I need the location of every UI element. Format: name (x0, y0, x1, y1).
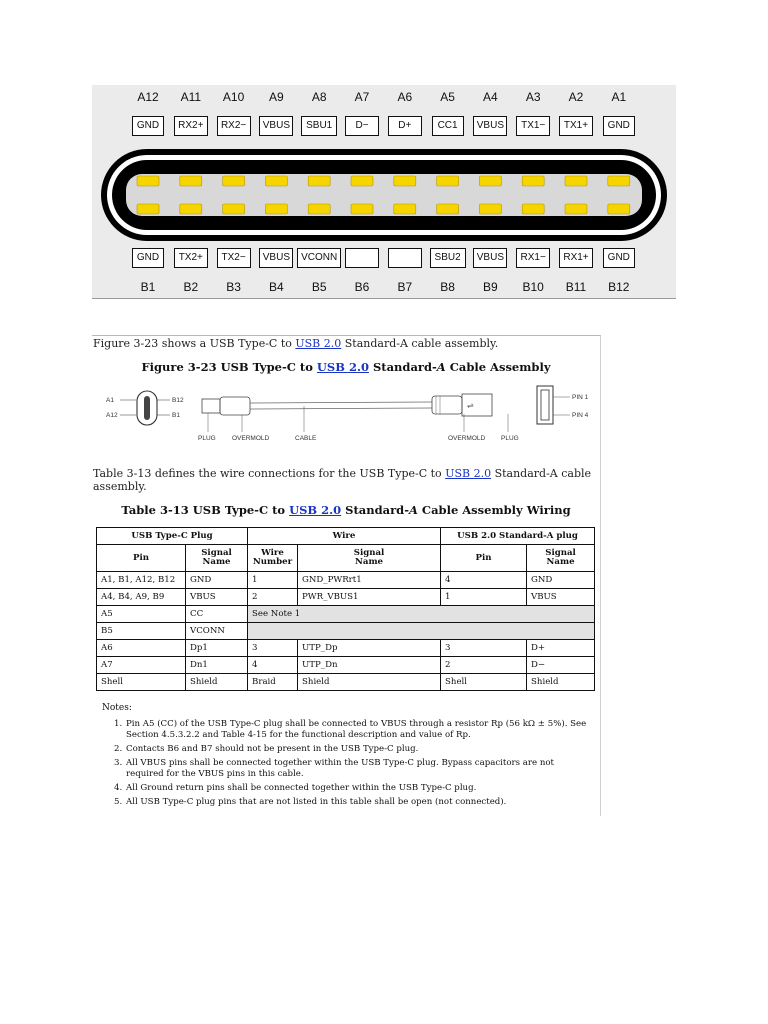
note-text: All Ground return pins shall be connected together within the USB Type-C plug. (126, 783, 477, 793)
table-cell: A6 (97, 640, 186, 657)
spec-document-excerpt (92, 335, 601, 816)
usb20-link[interactable]: USB 2.0 (445, 467, 492, 480)
column-header (248, 545, 298, 572)
signal-box: SBU2 (430, 248, 466, 268)
table-cell: A5 (97, 606, 186, 623)
usb-a-face (537, 386, 553, 424)
table-cell: GND_PWRrt1 (298, 572, 441, 589)
signal-box (345, 248, 379, 268)
group-header: USB 2.0 Standard-A plug (441, 528, 595, 545)
label-overmold-left: OVERMOLD (232, 435, 270, 442)
pin-number: A12 (137, 90, 159, 104)
table-cell: Shell (441, 674, 527, 691)
left-overmold (220, 397, 250, 415)
pin-number: B11 (565, 280, 587, 294)
note-item (102, 719, 592, 741)
figure-title-italic: A (436, 360, 446, 374)
table-cell: 2 (441, 657, 527, 674)
signal-box: TX1+ (559, 116, 593, 136)
intro-text: Figure 3-23 shows a USB Type-C to (93, 337, 296, 350)
group-header: Wire (248, 528, 441, 545)
figure-title-text: Cable Assembly (445, 360, 551, 374)
label-a12: A12 (106, 412, 118, 419)
table-cell: VBUS (186, 589, 248, 606)
right-overmold (432, 396, 462, 414)
pin-contact (351, 204, 373, 214)
pin-number: A9 (269, 90, 284, 104)
notes-title: Notes: (102, 703, 132, 713)
table-title-text: Cable Assembly Wiring (417, 503, 571, 517)
column-header-line1: Pin (475, 552, 492, 563)
signal-box: GND (603, 248, 635, 268)
table-cell: 3 (441, 640, 527, 657)
pin-contact (479, 204, 501, 214)
column-header (441, 545, 527, 572)
note-text: Contacts B6 and B7 should not be present in the USB Type-C plug. (126, 744, 419, 754)
top-signal-boxes (92, 116, 676, 136)
table-row (97, 572, 595, 589)
table-cell: Shield (186, 674, 248, 691)
table-cell: B5 (97, 623, 186, 640)
table-column-header-row (97, 545, 595, 572)
table-cell: UTP_Dp (298, 640, 441, 657)
table-cell: PWR_VBUS1 (298, 589, 441, 606)
note-number: 4. (114, 783, 123, 793)
notes-list (102, 719, 592, 808)
signal-box: D+ (388, 116, 422, 136)
pin-contact (608, 176, 630, 186)
column-header-line2: Name (355, 557, 384, 567)
bottom-signal-boxes (92, 248, 676, 268)
column-header-line1: Signal (353, 548, 385, 558)
signal-box: VBUS (473, 116, 507, 136)
usb20-link[interactable]: USB 2.0 (316, 360, 369, 374)
figure-title (92, 360, 600, 374)
table-intro-line2: assembly. (93, 480, 147, 493)
pin-contact (351, 176, 373, 186)
label-a1: A1 (106, 397, 114, 404)
signal-box: TX2+ (174, 248, 208, 268)
table-cell: CC (186, 606, 248, 623)
column-header (186, 545, 248, 572)
label-cable: CABLE (295, 435, 317, 442)
column-header-line1: Wire (261, 548, 284, 558)
signal-box: TX1− (516, 116, 550, 136)
figure-title-text: Standard- (368, 360, 437, 374)
table-cell: VCONN (186, 623, 248, 640)
pin-contact (265, 176, 287, 186)
table-row (97, 623, 595, 640)
figure-intro-text (93, 337, 498, 350)
table-row (97, 657, 595, 674)
table-cell: Shield (298, 674, 441, 691)
pin-contact (180, 176, 202, 186)
table-cell: A1, B1, A12, B12 (97, 572, 186, 589)
pin-number: A4 (483, 90, 498, 104)
usb20-link[interactable]: USB 2.0 (289, 503, 342, 517)
pin-number: B1 (140, 280, 156, 294)
table-cell: Shell (97, 674, 186, 691)
pin-number: B3 (226, 280, 241, 294)
cable-assembly-figure (92, 384, 600, 456)
pin-number: A11 (180, 90, 202, 104)
signal-box (388, 248, 422, 268)
table-cell: UTP_Dn (298, 657, 441, 674)
signal-box: GND (132, 116, 164, 136)
intro-text-end: Standard-A cable assembly. (341, 337, 499, 350)
note-item (102, 783, 592, 794)
table-intro: Table 3-13 defines the wire connections for the USB Type-C to (93, 467, 446, 480)
column-header-line2: Name (202, 557, 231, 567)
table-cell: 3 (248, 640, 298, 657)
table-cell: 2 (248, 589, 298, 606)
pin-contact (565, 176, 587, 186)
signal-box: VCONN (297, 248, 341, 268)
table-cell: 1 (441, 589, 527, 606)
signal-box: D− (345, 116, 379, 136)
pin-contact (394, 204, 416, 214)
signal-box: GND (603, 116, 635, 136)
pin-number: A3 (525, 90, 541, 104)
column-header-line1: Pin (133, 552, 149, 563)
signal-box: RX2− (217, 116, 251, 136)
usb-c-pinout-diagram (92, 85, 676, 299)
table-row (97, 640, 595, 657)
table-cell: D+ (527, 640, 595, 657)
pin-number: B10 (522, 280, 544, 294)
note-item (102, 758, 592, 780)
signal-box: RX2+ (174, 116, 208, 136)
signal-box: CC1 (432, 116, 464, 136)
pin-contact (522, 204, 544, 214)
table-cell: Shield (527, 674, 595, 691)
receptacle-tongue (126, 174, 642, 216)
note-number: 3. (114, 758, 123, 768)
pin-contact (522, 176, 544, 186)
table-row (97, 589, 595, 606)
table-intro-text (93, 467, 593, 493)
column-header-line2: Name (546, 557, 575, 567)
pin-number: A5 (440, 90, 455, 104)
label-plug-left: PLUG (198, 435, 216, 442)
note-text: Pin A5 (CC) of the USB Type-C plug shall be connected to VBUS through a resistor Rp (56 kΩ ± 5%). See Section 4.5.3.2.2 and Table 4-15 for the functional description and value of Rp. (126, 719, 587, 740)
table-row (97, 606, 595, 623)
typec-plug-body (202, 399, 220, 413)
wiring-table (96, 527, 595, 691)
pin-number: B8 (440, 280, 455, 294)
label-pin1: PIN 1 (572, 394, 589, 401)
pin-number: B7 (397, 280, 413, 294)
pin-number: B5 (311, 280, 327, 294)
table-intro-end: Standard-A cable (491, 467, 592, 480)
note-text: All VBUS pins shall be connected together within the USB Type-C plug. Bypass capacitors are not required for the VBUS pins in this cable. (126, 758, 554, 779)
table-title-text: Table 3-13 USB Type-C to (121, 503, 290, 517)
usb-trident-icon: ⇌ (467, 401, 474, 410)
note-item (102, 797, 592, 808)
pin-number: B2 (183, 280, 199, 294)
label-b1: B1 (172, 412, 180, 419)
pin-number: A7 (354, 90, 370, 104)
signal-box: SBU1 (301, 116, 337, 136)
signal-box: VBUS (473, 248, 507, 268)
table-row (97, 674, 595, 691)
pin-contact (137, 176, 159, 186)
pin-contact (608, 204, 630, 214)
pin-number: B9 (483, 280, 498, 294)
bottom-pin-numbers (92, 280, 676, 296)
pin-contact (437, 176, 459, 186)
top-pin-numbers (92, 90, 676, 106)
pin-contact (223, 204, 245, 214)
signal-box: VBUS (259, 116, 293, 136)
notes-section (102, 703, 592, 811)
note-item (102, 744, 592, 755)
pin-contact (137, 204, 159, 214)
table-cell: Dn1 (186, 657, 248, 674)
note-number: 1. (114, 719, 123, 729)
pin-contact (223, 176, 245, 186)
group-header: USB Type-C Plug (97, 528, 248, 545)
table-cell: Dp1 (186, 640, 248, 657)
table-cell: D− (527, 657, 595, 674)
table-cell: 4 (441, 572, 527, 589)
table-cell: Braid (248, 674, 298, 691)
column-header (97, 545, 186, 572)
receptacle-drawing (100, 148, 668, 242)
pin-number: A2 (568, 90, 584, 104)
pin-contact (565, 204, 587, 214)
table-title-italic: A (408, 503, 418, 517)
pin-contact (265, 204, 287, 214)
label-overmold-right: OVERMOLD (448, 435, 486, 442)
table-cell: 4 (248, 657, 298, 674)
pin-number: B6 (354, 280, 370, 294)
column-header-line1: Signal (545, 548, 576, 558)
pin-contact (437, 204, 459, 214)
table-cell: A7 (97, 657, 186, 674)
note-number: 5. (114, 797, 123, 807)
label-b12: B12 (172, 397, 184, 404)
pin-contact (394, 176, 416, 186)
signal-box: RX1+ (559, 248, 593, 268)
pin-contact (308, 176, 330, 186)
label-pin4: PIN 4 (572, 412, 589, 419)
signal-box: GND (132, 248, 164, 268)
pin-contact (180, 204, 202, 214)
pin-number: A1 (611, 90, 627, 104)
figure-title-text: Figure 3-23 USB Type-C to (141, 360, 317, 374)
column-header (527, 545, 595, 572)
column-header (298, 545, 441, 572)
table-title-text: Standard- (341, 503, 409, 517)
column-header-line2: Number (252, 557, 293, 567)
pin-number: A10 (222, 90, 245, 104)
table-cell: GND (186, 572, 248, 589)
pin-contact (479, 176, 501, 186)
pin-number: B4 (269, 280, 284, 294)
table-cell: A4, B4, A9, B9 (97, 589, 186, 606)
table-body (97, 572, 595, 691)
table-cell-empty (248, 623, 595, 640)
table-cell: See Note 1 (248, 606, 595, 623)
signal-box: TX2− (217, 248, 251, 268)
label-plug-right: PLUG (501, 435, 519, 442)
column-header-line1: Signal (201, 548, 232, 558)
note-number: 2. (114, 744, 123, 754)
table-cell: 1 (248, 572, 298, 589)
pin-number: A8 (311, 90, 327, 104)
table-cell: GND (527, 572, 595, 589)
pin-contact (308, 204, 330, 214)
table-group-header-row (97, 528, 595, 545)
table-title (92, 503, 600, 517)
note-text: All USB Type-C plug pins that are not listed in this table shall be open (not connected). (126, 797, 507, 807)
table-cell: VBUS (527, 589, 595, 606)
pin-number: A6 (397, 90, 413, 104)
pin-number: B12 (608, 280, 630, 294)
signal-box: VBUS (259, 248, 293, 268)
signal-box: RX1− (516, 248, 550, 268)
usb20-link[interactable]: USB 2.0 (295, 337, 342, 350)
